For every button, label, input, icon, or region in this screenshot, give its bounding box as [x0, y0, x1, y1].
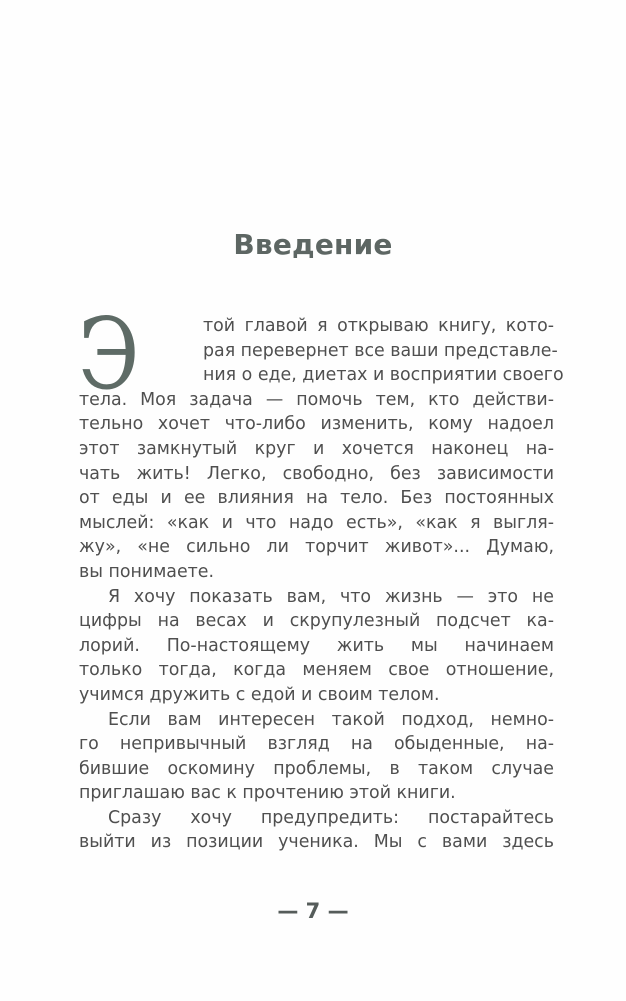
text-line: от еды и ее влияния на тело. Без постоянных: [79, 488, 554, 509]
text-line: приглашаю вас к прочтению этой книги.: [79, 783, 456, 804]
drop-cap: Э: [78, 298, 140, 412]
text-line: лорий. По-настоящему жить мы начинаем: [79, 635, 554, 656]
text-line: тела. Моя задача — помочь тем, кто действи-: [79, 389, 554, 410]
text-line: Если вам интересен такой подход, немно-: [108, 709, 554, 730]
text-line: той главой я открываю книгу, кото-: [203, 316, 554, 336]
text-line: цифры на весах и скрупулезный подсчет ка-: [79, 611, 554, 632]
text-line: тельно хочет что-либо изменить, кому надоел: [79, 414, 554, 435]
text-line: вы понимаете.: [79, 561, 215, 582]
text-lines: [78, 298, 564, 855]
body-text: [78, 298, 564, 855]
text-line: Сразу хочу предупредить: постарайтесь: [108, 807, 554, 828]
page-number: — 7 —: [277, 899, 349, 923]
text-line: жу», «не сильно ли торчит живот»... Думаю,: [79, 537, 554, 558]
text-line: го непривычный взгляд на обыденные, на-: [79, 734, 554, 755]
text-line: выйти из позиции ученика. Мы с вами здесь: [79, 832, 554, 853]
text-line: рая перевернет все ваши представле-: [203, 340, 558, 361]
text-line: только тогда, когда меняем свое отношение,: [79, 660, 554, 681]
text-line: учимся дружить с едой и своим телом.: [79, 684, 440, 705]
text-line: этот замкнутый круг и хочется наконец на-: [79, 438, 554, 459]
chapter-title: Введение: [233, 228, 393, 261]
text-line: чать жить! Легко, свободно, без зависимости: [79, 463, 554, 484]
text-line: мыслей: «как и что надо есть», «как я выгля-: [79, 512, 554, 533]
text-line: ния о еде, диетах и восприятии своего: [203, 365, 564, 386]
text-line: бившие оскомину проблемы, в таком случае: [79, 758, 554, 779]
text-line: Я хочу показать вам, что жизнь — это не: [108, 586, 554, 607]
